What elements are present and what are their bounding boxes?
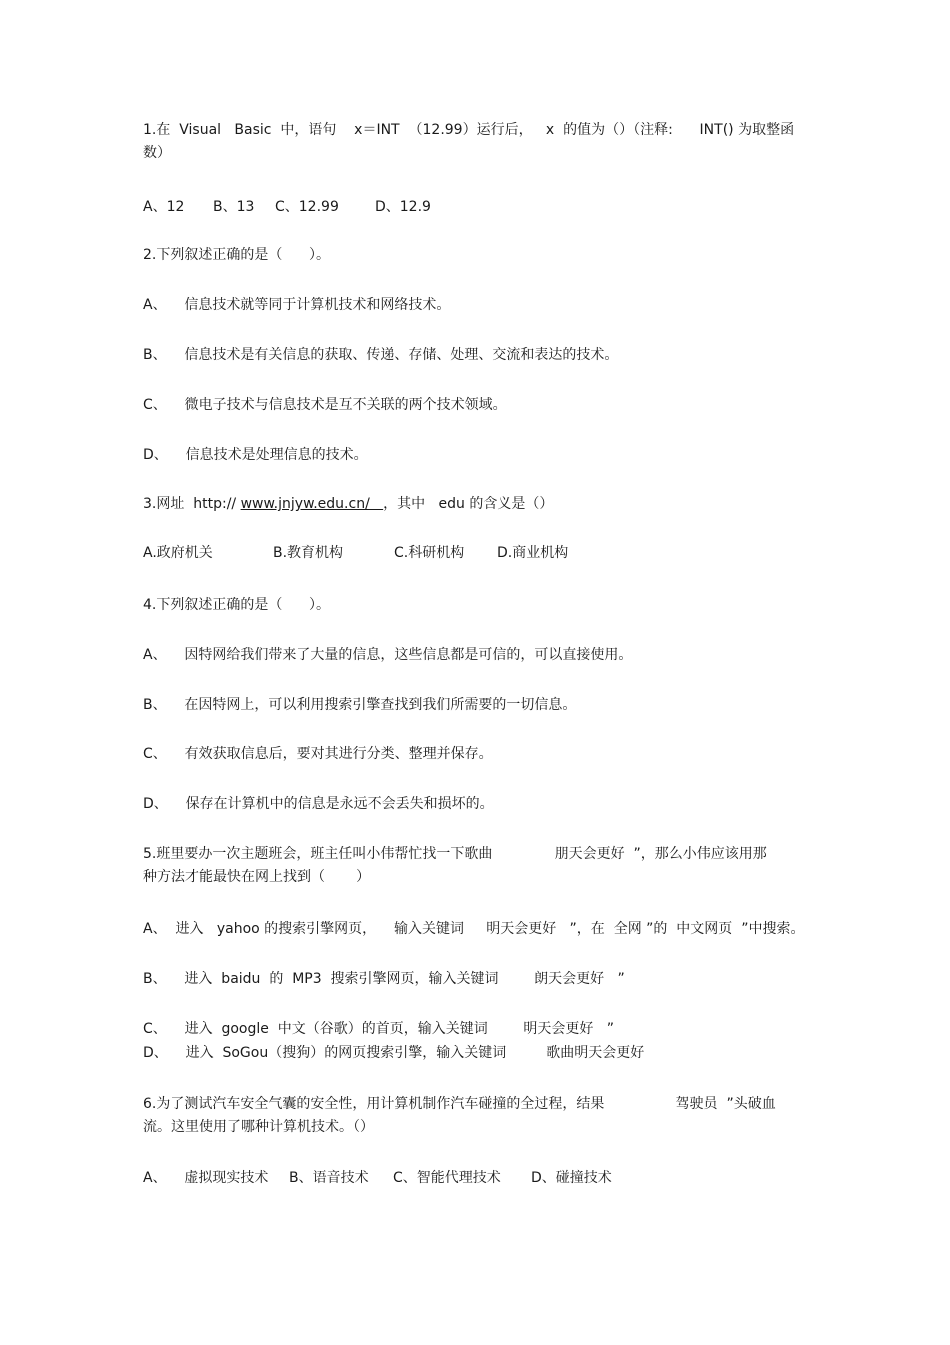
- question-5-text-line-2: 种方法才能最快在网上找到（ ）: [143, 869, 371, 885]
- question-3-suffix: ，其中 edu 的含义是（）: [383, 496, 554, 512]
- question-1-text-line-1: 1.在 Visual Basic 中，语句 x＝INT （12.99）运行后， x 的值为（）（注释: INT() 为取整函: [143, 122, 795, 138]
- question-3-option-c: C.科研机构: [394, 545, 465, 561]
- question-3-option-d: D.商业机构: [497, 545, 569, 561]
- question-1-option-b: B、13: [213, 199, 255, 215]
- question-5-option-c: C、 进入 google 中文（谷歌）的首页，输入关键词 明天会更好 ”: [143, 1021, 614, 1037]
- question-3-prefix: 3.网址 http://: [143, 496, 241, 512]
- question-6-option-c: C、智能代理技术: [393, 1170, 501, 1186]
- question-2-text: 2.下列叙述正确的是（ ）。: [143, 247, 331, 263]
- question-1-option-d: D、12.9: [375, 199, 431, 215]
- question-4-option-d: D、 保存在计算机中的信息是永远不会丢失和损坏的。: [143, 796, 494, 812]
- question-6-option-a: A、 虚拟现实技术: [143, 1170, 269, 1186]
- question-1-option-c: C、12.99: [275, 199, 339, 215]
- question-5-option-b: B、 进入 baidu 的 MP3 搜索引擎网页，输入关键词 朗天会更好 ”: [143, 971, 625, 987]
- question-4-option-c: C、 有效获取信息后，要对其进行分类、整理并保存。: [143, 746, 493, 762]
- question-1-text-line-2: 数）: [143, 145, 171, 161]
- question-6-text-line-1: 6.为了测试汽车安全气囊的安全性，用计算机制作汽车碰撞的全过程，结果 驾驶员 ”头破血: [143, 1096, 776, 1112]
- question-5-option-a: A、 进入 yahoo 的搜索引擎网页， 输入关键词 明天会更好 ”，在 全网 ”的 中文网页 ”中搜索。: [143, 921, 805, 937]
- question-2-option-d: D、 信息技术是处理信息的技术。: [143, 447, 368, 463]
- question-1-option-a: A、12: [143, 199, 185, 215]
- question-5-option-d: D、 进入 SoGou（搜狗）的网页搜索引擎，输入关键词 歌曲明天会更好: [143, 1045, 645, 1061]
- question-2-option-c: C、 微电子技术与信息技术是互不关联的两个技术领域。: [143, 397, 507, 413]
- question-4-option-b: B、 在因特网上，可以利用搜索引擎查找到我们所需要的一切信息。: [143, 697, 577, 713]
- question-3-url-link[interactable]: www.jnjyw.edu.cn/: [240, 496, 384, 512]
- question-3-option-b: B.教育机构: [273, 545, 344, 561]
- question-6-option-d: D、碰撞技术: [531, 1170, 612, 1186]
- question-2-option-b: B、 信息技术是有关信息的获取、传递、存储、处理、交流和表达的技术。: [143, 347, 619, 363]
- question-5-text-line-1: 5.班里要办一次主题班会，班主任叫小伟帮忙找一下歌曲 朋天会更好 ”，那么小伟应该用那: [143, 846, 767, 862]
- question-3-option-a: A.政府机关: [143, 545, 213, 561]
- question-4-text: 4.下列叙述正确的是（ ）。: [143, 597, 331, 613]
- question-3-text: [143, 494, 553, 514]
- question-2-option-a: A、 信息技术就等同于计算机技术和网络技术。: [143, 297, 451, 313]
- question-4-option-a: A、 因特网给我们带来了大量的信息，这些信息都是可信的，可以直接使用。: [143, 647, 633, 663]
- question-6-text-line-2: 流。这里使用了哪种计算机技术。（）: [143, 1119, 374, 1135]
- question-6-option-b: B、语音技术: [289, 1170, 369, 1186]
